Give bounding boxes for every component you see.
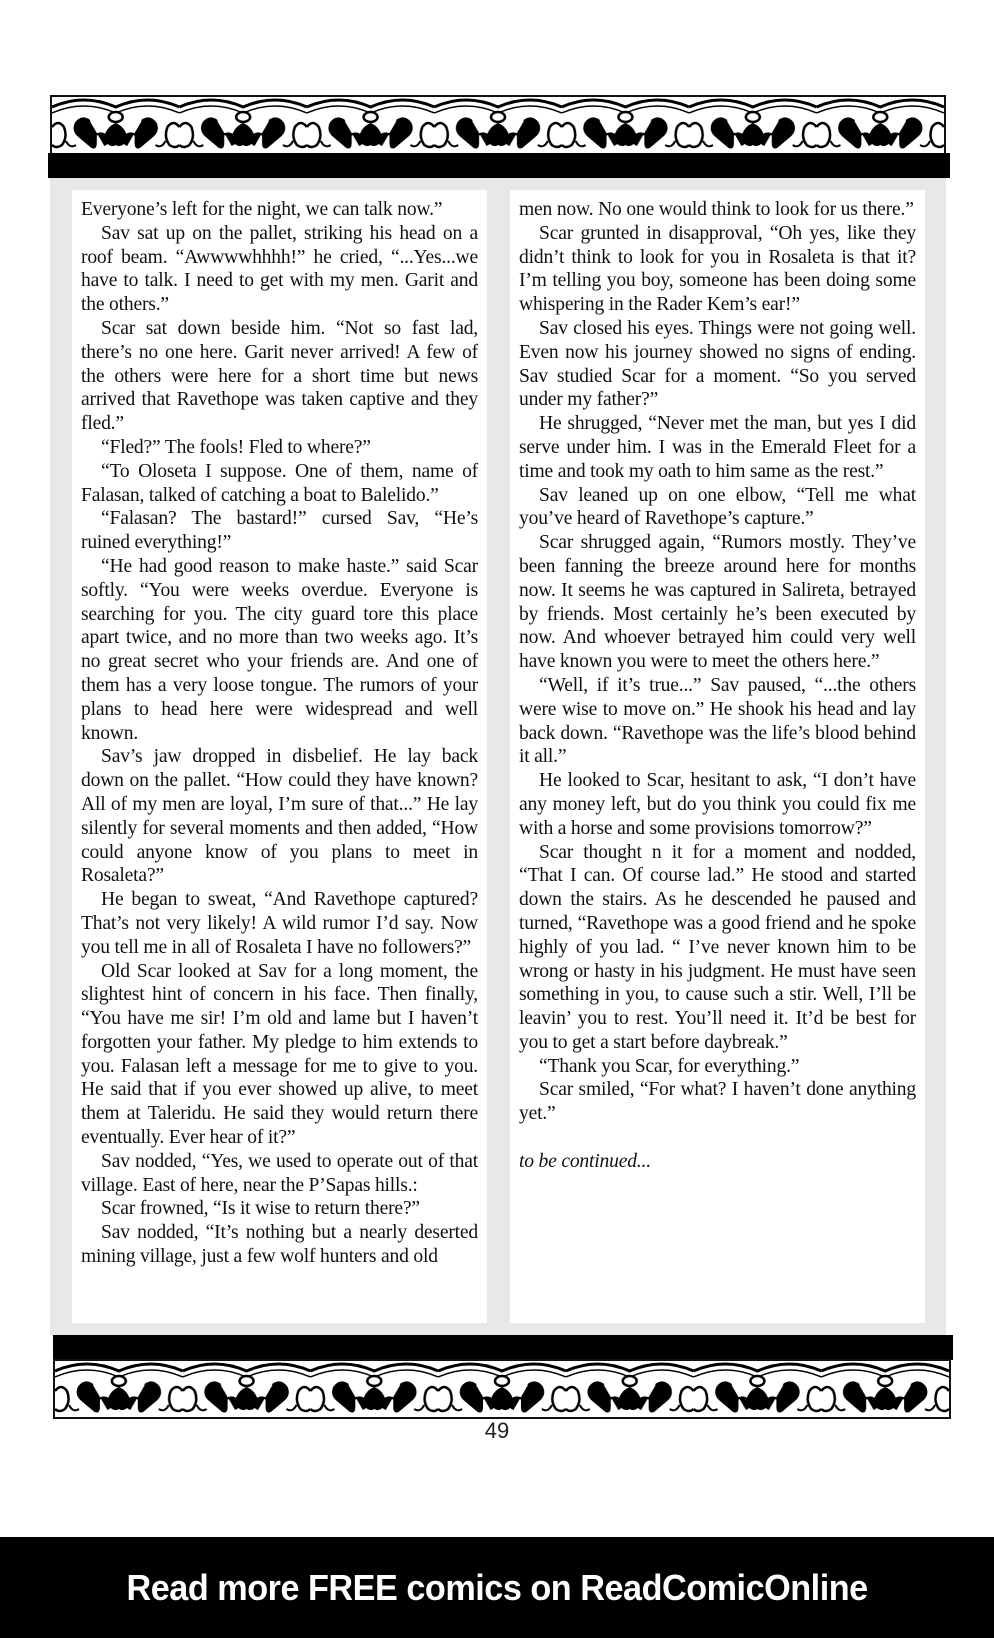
paragraph: Scar sat down beside him. “Not so fast lad, there’s no one here. Garit never arrived! A few of the others were here for a short time but news arrived that Ravethope was taken captive and they fled.” <box>81 317 478 435</box>
paragraph: Scar thought n it for a moment and nodded, “That I can. Of course lad.” He stood and started down the stairs. As he descended he paused and turned, “Ravethope was a good friend and he spoke highly of you lad. “ I’ve never known him to be wrong or hasty in his judgment. He must have seen something in you, to cause such a stir. Well, I’ll be leavin’ you to rest. You’ll need it. It’d be best for you to get a start before daybreak.” <box>519 841 916 1053</box>
paragraph: Sav nodded, “Yes, we used to operate out of that village. East of here, near the P’Sapas hills.: <box>81 1150 478 1196</box>
promo-footer-text[interactable]: Read more FREE comics on ReadComicOnline <box>126 1566 868 1608</box>
paragraph: “Well, if it’s true...” Sav paused, “...the others were wise to move on.” He shook his head and lay back down. “Ravethope was the life’s blood behind it all.” <box>519 674 916 768</box>
top-ornamental-border <box>50 95 946 155</box>
paragraph: Scar frowned, “Is it wise to return there?” <box>101 1198 420 1220</box>
paragraph: Old Scar looked at Sav for a long moment, the slightest hint of concern in his face. Then finally, “You have me sir! I’m old and lame but I haven’t forgotten your father. My pledge to him extends to you. Falasan left a message for me to give to you. He said that if you ever showed up alive, to meet them at Taleridu. He said they would return there eventually. Ever hear of it?” <box>81 960 478 1149</box>
to-be-continued: to be continued... <box>519 1150 651 1172</box>
paragraph: Sav leaned up on one elbow, “Tell me what you’ve heard of Ravethope’s capture.” <box>519 484 916 530</box>
scroll-ornament-icon <box>55 1361 949 1417</box>
scroll-ornament-icon <box>52 97 944 153</box>
paragraph: Everyone’s left for the night, we can talk now.” <box>81 199 443 220</box>
paragraph: He shrugged, “Never met the man, but yes I did serve under him. I was in the Emerald Fleet for a time and took my oath to him same as the rest.” <box>519 413 916 482</box>
bottom-ornamental-border <box>53 1359 951 1419</box>
right-text-column <box>510 190 925 1323</box>
top-black-bar <box>48 153 950 178</box>
left-text-column <box>72 190 487 1323</box>
page-number: 49 <box>484 1418 510 1443</box>
paragraph: Sav’s jaw dropped in disbelief. He lay back down on the pallet. “How could they have known? All of my men are loyal, I’m sure of that...” He lay silently for several moments and then added, “How could anyone know of you plans to meet in Rosaleta?” <box>81 746 478 887</box>
paragraph: Scar grunted in disapproval, “Oh yes, like they didn’t think to look for you in Rosaleta is that it? I’m telling you boy, someone has been doing some whispering in the Rader Kem’s ear!” <box>519 222 916 316</box>
paragraph: He looked to Scar, hesitant to ask, “I don’t have any money left, but do you think you could fix me with a horse and some provisions tomorrow?” <box>519 770 916 839</box>
paragraph: Sav sat up on the pallet, striking his head on a roof beam. “Awwwwhhhh!” he cried, “...Yes...we have to talk. I need to get with my men. Garit and the others.” <box>81 222 478 316</box>
paragraph: He began to sweat, “And Ravethope captured? That’s not very likely! A wild rumor I’d say. Now you tell me in all of Rosaleta I have no followers?” <box>81 889 478 958</box>
text-panel <box>50 178 946 1335</box>
paragraph: “Falasan? The bastard!” cursed Sav, “He’s ruined everything!” <box>81 508 478 554</box>
bottom-black-bar <box>53 1335 953 1360</box>
paragraph: “Fled?” The fools! Fled to where?” <box>101 436 371 458</box>
paragraph: men now. No one would think to look for us there.” <box>519 199 914 220</box>
paragraph: Scar shrugged again, “Rumors mostly. They’ve been fanning the breeze around here for months now. It seems he was captured in Salireta, betrayed by friends. Most certainly he’s been executed by now. And whoever betrayed him could very well have known you were to meet the others here.” <box>519 532 916 673</box>
paragraph: Scar smiled, “For what? I haven’t done anything yet.” <box>519 1079 916 1125</box>
paragraph: “He had good reason to make haste.” said Scar softly. “You were weeks overdue. Everyone is searching for you. The city guard tore this place apart twice, and no more than two weeks ago. It’s no great secret who your friends are. And one of them has a very loose tongue. The rumors of your plans to head here were widespread and well known. <box>81 555 478 744</box>
paragraph: Sav nodded, “It’s nothing but a nearly deserted mining village, just a few wolf hunters and old <box>81 1222 478 1268</box>
paragraph: Sav closed his eyes. Things were not going well. Even now his journey showed no signs of ending. Sav studied Scar for a moment. “So you served under my father?” <box>519 317 916 411</box>
paragraph: “Thank you Scar, for everything.” <box>539 1055 800 1077</box>
paragraph: “To Oloseta I suppose. One of them, name of Falasan, talked of catching a boat to Balelido.” <box>81 460 478 506</box>
promo-footer-banner[interactable] <box>0 1537 994 1638</box>
